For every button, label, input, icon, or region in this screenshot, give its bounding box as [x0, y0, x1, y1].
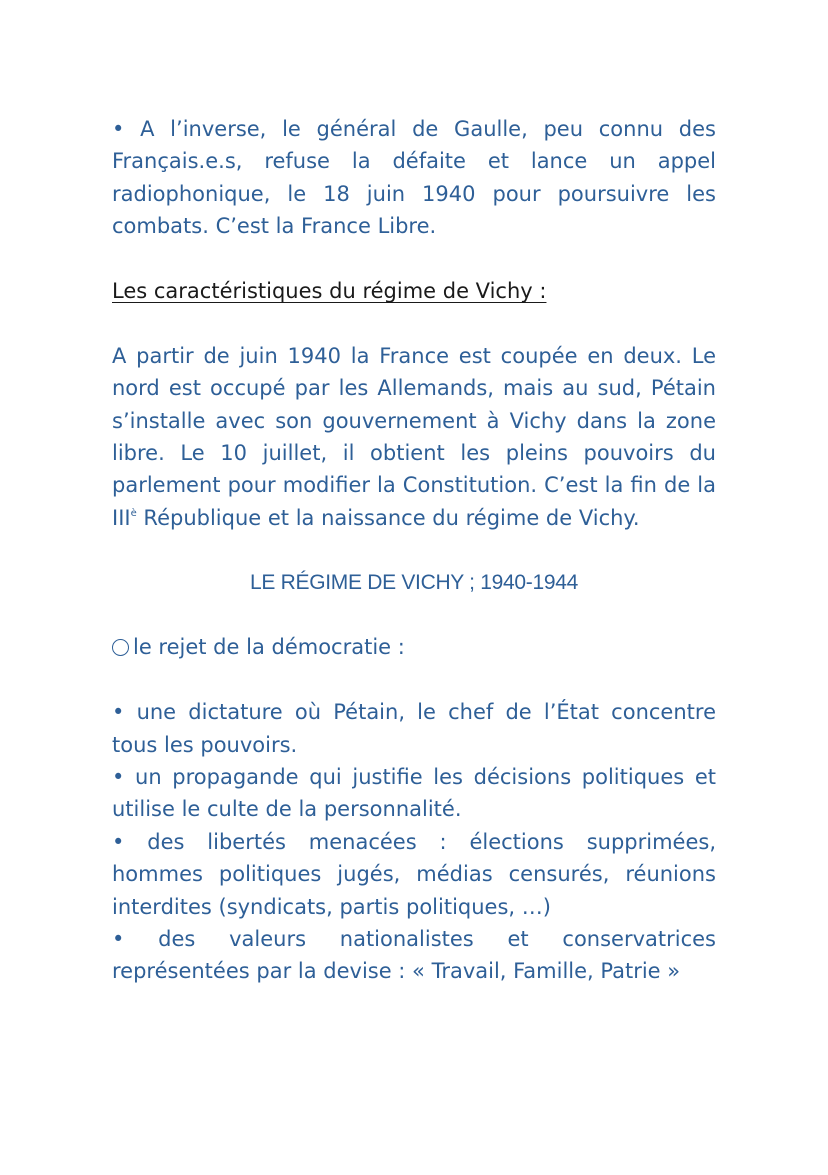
bullet-item: • un propagande qui justifie les décisions politiques et utilise le culte de la personnalité.: [112, 765, 716, 822]
spacer: [112, 307, 716, 339]
document-page: [112, 113, 716, 988]
subheading: [112, 631, 716, 663]
spacer: [112, 243, 716, 275]
intro-paragraph: • A l’inverse, le général de Gaulle, peu connu des Français.e.s, refuse la défaite et lance un appel radiophonique, le 18 juin 1940 pour poursuivre les combats. C’est la France Libre.: [112, 117, 716, 239]
spacer: [112, 664, 716, 696]
centered-title: LE RÉGIME DE VICHY ; 1940-1944: [250, 570, 578, 594]
bullet-item: • une dictature où Pétain, le chef de l’État concentre tous les pouvoirs.: [112, 700, 716, 757]
main-paragraph: [112, 340, 716, 534]
main-paragraph-text-start: A partir de juin 1940 la France est coupée en deux. Le nord est occupé par les Allemands, mais au sud, Pétain s’installe avec son gouvernement à Vichy dans la zone libre. Le 10 juillet, il obtient les pleins pouvoirs du parlement pour modifier la Constitution. C’est la fin de la III: [112, 343, 716, 530]
spacer: [112, 599, 716, 631]
bullet-item: • des libertés menacées : élections supprimées, hommes politiques jugés, médias censurés, réunions interdites (syndicats, partis politiques, …): [112, 829, 716, 919]
main-paragraph-text-end: République et la naissance du régime de Vichy.: [136, 505, 640, 530]
subheading-text: le rejet de la démocratie :: [133, 635, 405, 660]
bullet-item: • des valeurs nationalistes et conservatrices représentées par la devise : « Travail, Famille, Patrie »: [112, 927, 716, 984]
section-heading: Les caractéristiques du régime de Vichy :: [112, 279, 547, 304]
hollow-circle-icon: [112, 639, 129, 656]
superscript-e: è: [130, 507, 137, 519]
spacer: [112, 534, 716, 566]
